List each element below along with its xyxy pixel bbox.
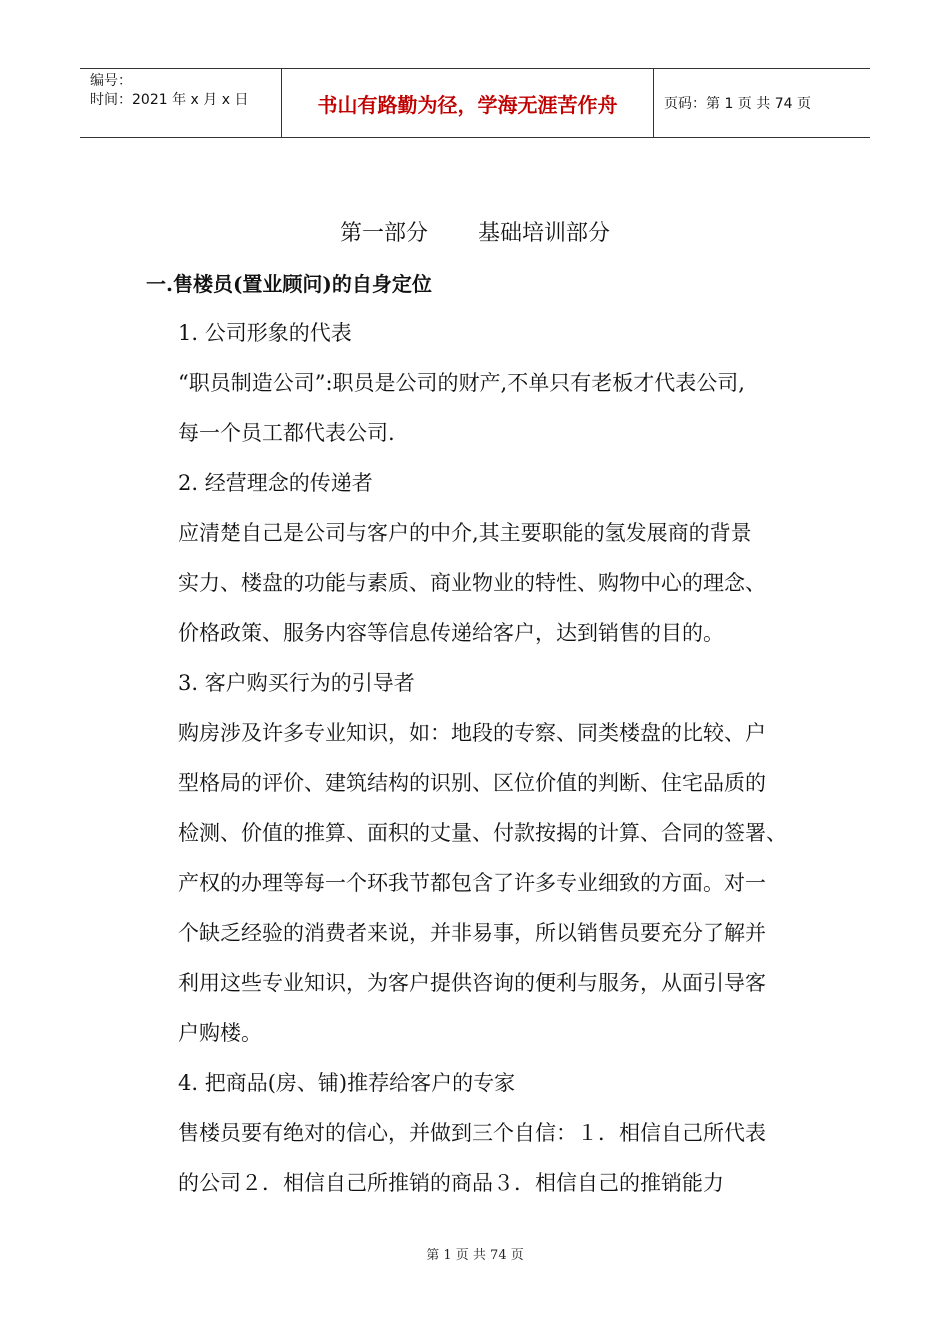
paragraph-line: 产权的办理等每一个环我节都包含了许多专业细致的方面。对一: [178, 871, 766, 895]
paragraph-line: 个缺乏经验的消费者来说，并非易事，所以销售员要充分了解并: [178, 921, 766, 945]
paragraph-line: 型格局的评价、建筑结构的识别、区位价值的判断、住宅品质的: [178, 771, 766, 795]
header-page-cell: [654, 69, 870, 137]
paragraph-line: 3. 客户购买行为的引导者: [178, 671, 415, 695]
paragraph-line: 利用这些专业知识，为客户提供咨询的便利与服务，从面引导客: [178, 971, 766, 995]
paragraph-line: 4. 把商品(房、铺)推荐给客户的专家: [178, 1071, 516, 1095]
header-motto-cell: [282, 69, 654, 137]
header-meta-cell: [80, 69, 282, 137]
paragraph-line: 实力、楼盘的功能与素质、商业物业的特性、购物中心的理念、: [178, 571, 766, 595]
title-part-name: 基础培训部分: [478, 221, 611, 246]
page-footer: 第 1 页 共 74 页: [426, 1248, 524, 1263]
document-title: [0, 216, 950, 252]
date-label: 时间：2021 年 x 月 x 日: [90, 92, 249, 108]
paragraph-line: 1. 公司形象的代表: [178, 321, 352, 345]
paragraph-line: 售楼员要有绝对的信心，并做到三个自信：１．相信自己所代表: [178, 1121, 766, 1145]
motto-text: 书山有路勤为径，学海无涯苦作舟: [317, 92, 618, 117]
paragraph-line: 的公司２．相信自己所推销的商品３．相信自己的推销能力: [178, 1171, 724, 1195]
paragraph-line: 应清楚自己是公司与客户的中介,其主要职能的氢发展商的背景: [178, 521, 752, 545]
title-part-number: 第一部分: [339, 221, 428, 246]
section-heading: 一.售楼员(置业顾问)的自身定位: [146, 272, 432, 296]
paragraph-line: 2. 经营理念的传递者: [178, 471, 373, 495]
paragraph-line: 户购楼。: [178, 1021, 262, 1045]
paragraph-line: 检测、价值的推算、面积的丈量、付款按揭的计算、合同的签署、: [178, 821, 787, 845]
paragraph-line: 每一个员工都代表公司.: [178, 421, 395, 445]
serial-number-label: 编号：: [90, 73, 132, 89]
paragraph-line: “职员制造公司”:职员是公司的财产,不单只有老板才代表公司,: [178, 371, 745, 395]
page-header: [80, 68, 870, 138]
page-info: 页码：第 1 页 共 74 页: [664, 96, 811, 112]
paragraph-line: 购房涉及许多专业知识，如：地段的专察、同类楼盘的比较、户: [178, 721, 766, 745]
paragraph-line: 价格政策、服务内容等信息传递给客户，达到销售的目的。: [178, 621, 724, 645]
